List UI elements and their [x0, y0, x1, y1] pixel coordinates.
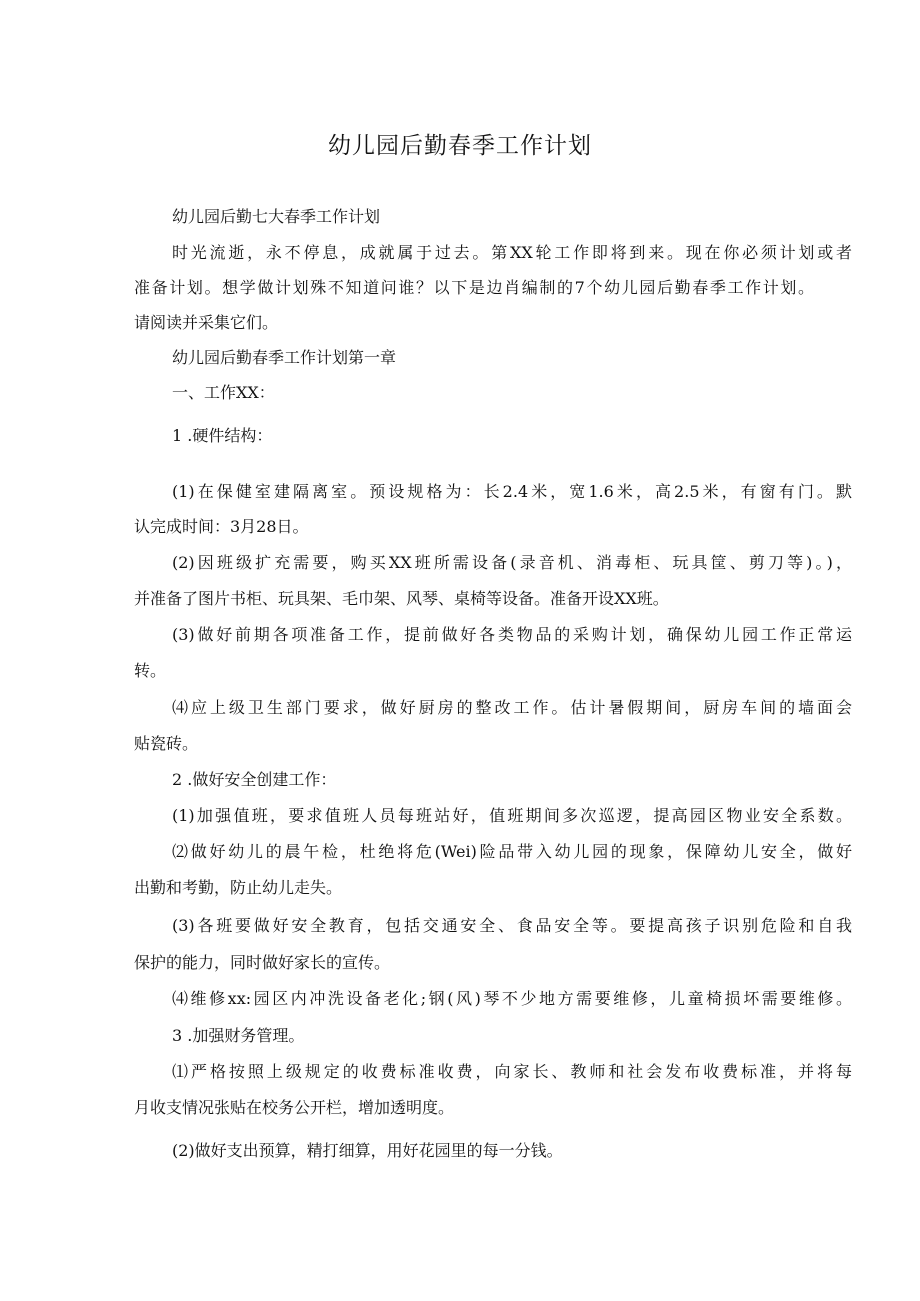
paragraph-line: (1)在保健室建隔离室。预设规格为：长2.4米，宽1.6米，高2.5米，有窗有门。默 — [172, 482, 852, 501]
paragraph-line: (2)因班级扩充需要，购买XX班所需设备(录音机、消毒柜、玩具筐、剪刀等)。)， — [172, 553, 852, 572]
paragraph-line: 贴瓷砖。 — [134, 734, 199, 753]
paragraph-line: (1)加强值班，要求值班人员每班站好，值班期间多次巡逻，提高园区物业安全系数。 — [172, 806, 852, 825]
paragraph-line: ⑷维修xx:园区内冲洗设备老化;钢(风)琴不少地方需要维修，儿童椅损坏需要维修。 — [172, 989, 852, 1008]
paragraph-line: ⑷应上级卫生部门要求，做好厨房的整改工作。估计暑假期间，厨房车间的墙面会 — [172, 698, 852, 717]
paragraph-line: 月收支情况张贴在校务公开栏，增加透明度。 — [134, 1098, 455, 1117]
intro-line: 请阅读并采集它们。 — [134, 313, 279, 332]
intro-line: 准备计划。想学做计划殊不知道问谁？以下是边肖编制的7个幼儿园后勤春季工作计划。 — [134, 278, 814, 297]
paragraph-line: (3)做好前期各项准备工作，提前做好各类物品的采购计划，确保幼儿园工作正常运 — [172, 625, 852, 644]
section-heading: 一、工作XX： — [172, 383, 275, 402]
paragraph-line: 保护的能力，同时做好家长的宣传。 — [134, 953, 391, 972]
paragraph-line: ⑵做好幼儿的晨午检，杜绝将危(Wei)险品带入幼儿园的现象，保障幼儿安全，做好 — [172, 842, 852, 861]
subsection-heading: 1 .硬件结构： — [172, 426, 273, 445]
paragraph-line: ⑴严格按照上级规定的收费标准收费，向家长、教师和社会发布收费标准，并将每 — [172, 1062, 852, 1081]
subsection-heading: 3 .加强财务管理。 — [172, 1026, 305, 1045]
paragraph-line: (2)做好支出预算，精打细算，用好花园里的每一分钱。 — [172, 1141, 563, 1160]
chapter-heading: 幼儿园后勤春季工作计划第一章 — [172, 348, 397, 367]
paragraph-line: (3)各班要做好安全教育，包括交通安全、食品安全等。要提高孩子识别危险和自我 — [172, 916, 852, 935]
paragraph-line: 转。 — [134, 661, 167, 680]
document-title: 幼儿园后勤春季工作计划 — [328, 133, 592, 159]
paragraph-line: 出勤和考勤，防止幼儿走失。 — [134, 878, 343, 897]
paragraph-line: 并准备了图片书柜、玩具架、毛巾架、风琴、桌椅等设备。准备开设XX班。 — [134, 589, 669, 608]
subsection-heading: 2 .做好安全创建工作： — [172, 770, 337, 789]
subtitle-line: 幼儿园后勤七大春季工作计划 — [172, 207, 381, 226]
intro-line: 时光流逝，永不停息，成就属于过去。第XX轮工作即将到来。现在你必须计划或者 — [172, 243, 852, 262]
paragraph-line: 认完成时间：3月28日。 — [134, 517, 309, 536]
